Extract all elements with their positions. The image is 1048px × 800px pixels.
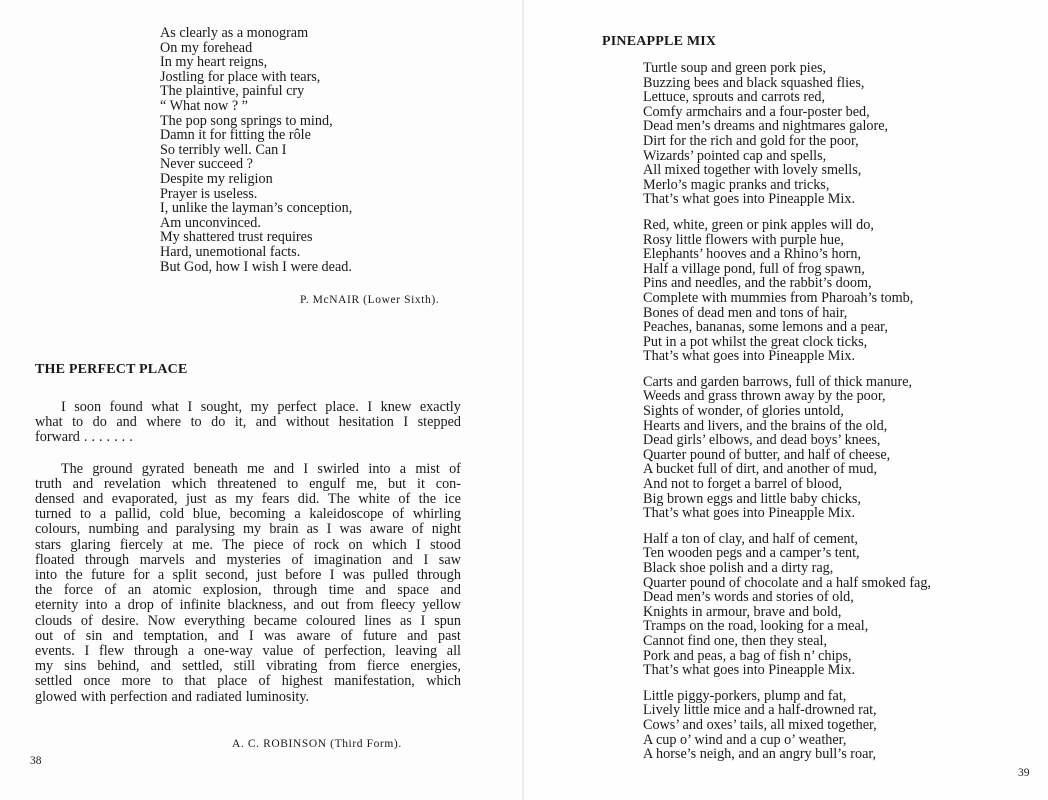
poem-line: Put in a pot whilst the great clock ticks, <box>643 333 868 350</box>
page-number: 39 <box>1018 767 1030 779</box>
story-line: truth and revelation which threatened to engulf me, but it con- <box>35 475 461 492</box>
poem-line: Big brown eggs and little baby chicks, <box>643 490 861 507</box>
poem-line: Merlo’s magic pranks and tricks, <box>643 176 830 193</box>
poem-line: Knights in armour, brave and bold, <box>643 603 842 620</box>
poem-line: Elephants’ hooves and a Rhino’s horn, <box>643 246 862 263</box>
poem-line: Dead men’s words and stories of old, <box>643 589 854 606</box>
poem-line: Peaches, bananas, some lemons and a pear, <box>643 319 888 336</box>
poem-line: The plaintive, painful cry <box>160 83 305 100</box>
poem-line: The pop song springs to mind, <box>160 112 333 129</box>
poem-line: I, unlike the layman’s conception, <box>160 200 353 217</box>
story-title: THE PERFECT PLACE <box>35 362 188 377</box>
page-number: 38 <box>30 755 42 767</box>
poem-line: A bucket full of dirt, and another of mud, <box>643 461 878 478</box>
poem-line: That’s what goes into Pineapple Mix. <box>643 348 855 365</box>
poem-line: Hearts and livers, and the brains of the old, <box>643 417 888 434</box>
poem-line: Pins and needles, and the rabbit’s doom, <box>643 275 872 292</box>
poem-line: Half a ton of clay, and half of cement, <box>643 530 858 547</box>
poem-line: Dead men’s dreams and nightmares galore, <box>643 118 889 135</box>
poem-line: Quarter pound of butter, and half of cheese, <box>643 446 891 463</box>
poem-line: Black shoe polish and a dirty rag, <box>643 560 834 576</box>
story-line: events. I flew through a one-way value of perfection, leaving all <box>35 643 461 660</box>
poem-line: Comfy armchairs and a four-poster bed, <box>643 103 870 120</box>
poem-line: Weeds and grass thrown away by the poor, <box>643 388 886 405</box>
poem-line: My shattered trust requires <box>160 229 313 246</box>
story-line: my sins behind, and settled, still vibrating from fierce energies, <box>35 658 461 675</box>
poem-line: Quarter pound of chocolate and a half smoked fag, <box>643 574 931 591</box>
poem-line: Hard, unemotional facts. <box>160 243 301 260</box>
story-line: eternity into a drop of infinite blackness, and out from fleecy yellow <box>35 597 461 614</box>
poem-author-byline: P. McNAIR (Lower Sixth). <box>300 294 440 306</box>
story-line: forward . . . . . . . <box>35 429 133 446</box>
poem-line: Sights of wonder, of glories untold, <box>643 403 844 420</box>
poem-line: Little piggy-porkers, plump and fat, <box>643 687 847 704</box>
stanza <box>643 689 931 762</box>
stanza <box>643 61 931 207</box>
poem-line: Am unconvinced. <box>160 214 261 231</box>
poem-pineapple-mix <box>643 61 931 773</box>
poem-line: In my heart reigns, <box>160 54 268 71</box>
poem-line: Tramps on the road, looking for a meal, <box>643 618 869 635</box>
poem-line: That’s what goes into Pineapple Mix. <box>643 662 855 679</box>
poem-line: Cows’ and oxes’ tails, all mixed together, <box>643 716 877 733</box>
story-line: what to do and where to do it, and without hesitation I stepped <box>35 414 461 431</box>
right-page <box>524 0 1048 800</box>
story-line: turned to a pallid, cold blue, becoming a kaleidoscope of whirling <box>35 506 461 523</box>
poem-line: Red, white, green or pink apples will do, <box>643 216 874 233</box>
poem-line: Dirt for the rich and gold for the poor, <box>643 132 859 149</box>
poem-line: As clearly as a monogram <box>160 25 309 41</box>
story-line: densed and evaporated, just as my fears did. The white of the ice <box>35 491 461 508</box>
poem-line: Turtle soup and green pork pies, <box>643 60 827 76</box>
poem-line: Prayer is useless. <box>160 185 258 202</box>
poem-line: Jostling for place with tears, <box>160 68 321 85</box>
stanza <box>643 375 931 521</box>
story-line: into the future for a split second, just before I was pulled through <box>35 567 461 584</box>
poem-line: So terribly well. Can I <box>160 141 287 158</box>
story-line: stars glaring fiercely at me. The piece of rock on which I stood <box>35 536 461 553</box>
poem-line: But God, how I wish I were dead. <box>160 258 352 275</box>
poem-line: Dead girls’ elbows, and dead boys’ knees, <box>643 432 881 449</box>
poem-verse <box>160 26 352 274</box>
story-line: out of sin and temptation, and I was aware of future and past <box>35 627 461 644</box>
story-line: I soon found what I sought, my perfect place. I knew exactly <box>61 399 461 415</box>
poem-line: Complete with mummies from Pharoah’s tomb, <box>643 289 914 306</box>
stanza <box>643 218 931 364</box>
poem-line: Cannot find one, then they steal, <box>643 632 828 649</box>
story-line: colours, numbing and paralysing my brain as I was aware of night <box>35 521 461 538</box>
poem-line: That’s what goes into Pineapple Mix. <box>643 505 855 522</box>
poem-line: Buzzing bees and black squashed flies, <box>643 74 865 91</box>
poem-line: And not to forget a barrel of blood, <box>643 476 843 493</box>
poem-line: Half a village pond, full of frog spawn, <box>643 260 865 277</box>
story-line: the force of an atomic explosion, through time and space and <box>35 582 461 599</box>
poem-line: That’s what goes into Pineapple Mix. <box>643 191 855 208</box>
poem-line: “ What now ? ” <box>160 97 248 114</box>
poem-line: All mixed together with lovely smells, <box>643 162 862 179</box>
poem-line: Wizards’ pointed cap and spells, <box>643 147 827 164</box>
poem-title: PINEAPPLE MIX <box>602 34 717 49</box>
story-line: floated through marvels and mysteries of imagination and I saw <box>35 551 461 568</box>
poem-line: A cup o’ wind and a cup o’ weather, <box>643 731 847 748</box>
poem-line: On my forehead <box>160 39 253 56</box>
poem-line: Never succeed ? <box>160 156 253 173</box>
poem-line: Bones of dead men and tons of hair, <box>643 304 848 321</box>
poem-line: Despite my religion <box>160 170 273 187</box>
story-paragraph <box>35 400 461 446</box>
poem-line: Carts and garden barrows, full of thick manure, <box>643 373 913 390</box>
poem-line: Rosy little flowers with purple hue, <box>643 231 844 248</box>
story-line: clouds of desire. Now everything became coloured lines as I spun <box>35 612 461 629</box>
story-line: glowed with perfection and radiated luminosity. <box>35 688 310 705</box>
poem-line: Lively little mice and a half-drowned rat, <box>643 702 877 719</box>
story-body <box>35 400 461 719</box>
story-line: settled once more to that place of highest manifestation, which <box>35 673 461 690</box>
poem-line: Ten wooden pegs and a camper’s tent, <box>643 545 860 562</box>
story-line: The ground gyrated beneath me and I swirled into a mist of <box>61 460 461 477</box>
poem-line: Damn it for fitting the rôle <box>160 127 311 144</box>
story-paragraph <box>35 462 461 705</box>
story-author-byline: A. C. ROBINSON (Third Form). <box>232 738 402 750</box>
stanza <box>643 532 931 678</box>
poem-line: Lettuce, sprouts and carrots red, <box>643 89 826 106</box>
poem-line: Pork and peas, a bag of fish n’ chips, <box>643 647 852 664</box>
poem-line: A horse’s neigh, and an angry bull’s roar, <box>643 746 877 763</box>
